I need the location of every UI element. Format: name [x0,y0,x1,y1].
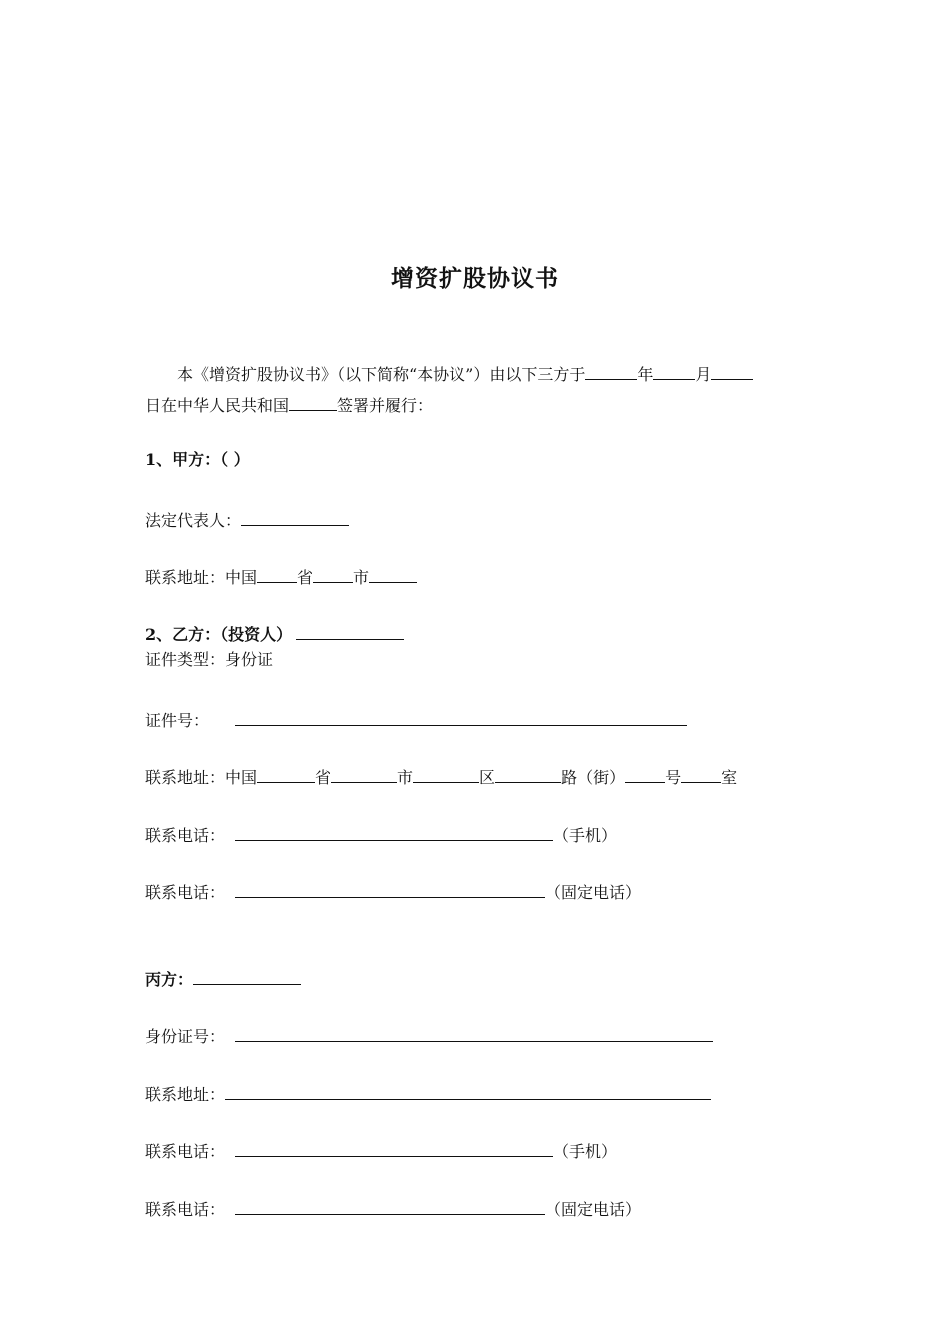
province-label: 省 [315,768,332,787]
room-label: 室 [721,768,738,787]
mobile-suffix: （手机） [553,826,618,845]
party-b-id-type: 证件类型：身份证 [145,650,274,669]
province-label: 省 [297,568,314,587]
address-label: 联系地址：中国 [145,768,258,787]
road-label: 路（街） [561,768,626,787]
city-label: 市 [353,568,370,587]
intro-line-2 [145,392,433,414]
party-b-id-number [145,707,687,729]
month-blank[interactable] [653,361,695,380]
phone-label: 联系电话： [145,1200,226,1219]
id-no-label: 证件号： [145,711,210,730]
city-blank[interactable] [331,764,397,783]
legal-rep-blank[interactable] [241,507,349,526]
party-b-address [145,764,737,786]
intro-text: 本《增资扩股协议书》（以下简称“本协议”）由以下三方于 [177,365,586,384]
party-a-heading: 1、甲方：（ ） [145,450,250,469]
room-blank[interactable] [681,764,721,783]
investor-name-blank[interactable] [296,621,404,640]
party-c-fixed-phone [145,1196,641,1218]
road-blank[interactable] [495,764,561,783]
document-title: 增资扩股协议书 [391,265,559,292]
intro-text-3: 签署并履行： [337,396,434,415]
province-blank[interactable] [257,764,315,783]
party-c-heading-row [145,966,301,988]
fixed-phone-suffix: （固定电话） [545,883,642,902]
district-blank[interactable] [413,764,479,783]
number-blank[interactable] [625,764,665,783]
year-label: 年 [637,365,654,384]
party-b-heading: 2、乙方：（投资人） [145,625,293,644]
id-number-blank[interactable] [235,1023,713,1042]
party-c-mobile [145,1138,617,1160]
address-label: 联系地址： [145,1085,226,1104]
address-label: 联系地址：中国 [145,568,258,587]
month-label: 月 [695,365,712,384]
address-blank[interactable] [225,1081,711,1100]
id-number-blank[interactable] [235,707,687,726]
city-blank[interactable] [313,564,353,583]
fixed-phone-blank[interactable] [235,879,545,898]
intro-line-1 [177,361,753,383]
city-label: 市 [397,768,414,787]
year-blank[interactable] [585,361,637,380]
phone-label: 联系电话： [145,826,226,845]
fixed-phone-suffix: （固定电话） [545,1200,642,1219]
day-blank[interactable] [711,361,753,380]
party-a-address [145,564,417,586]
party-b-heading-row [145,621,404,643]
number-label: 号 [665,768,682,787]
fixed-phone-blank[interactable] [235,1196,545,1215]
party-c-heading: 丙方： [145,970,194,989]
party-c-id-number [145,1023,713,1045]
party-c-name-blank[interactable] [193,966,301,985]
party-a-legal-rep [145,507,349,529]
mobile-blank[interactable] [235,822,553,841]
province-blank[interactable] [257,564,297,583]
phone-label: 联系电话： [145,1142,226,1161]
party-b-fixed-phone [145,879,641,901]
id-no-label: 身份证号： [145,1027,226,1046]
district-label: 区 [479,768,496,787]
mobile-blank[interactable] [235,1138,553,1157]
legal-rep-label: 法定代表人： [145,511,242,530]
party-b-mobile [145,822,617,844]
mobile-suffix: （手机） [553,1142,618,1161]
city-detail-blank[interactable] [369,564,417,583]
place-blank[interactable] [289,392,337,411]
intro-text-2: 日在中华人民共和国 [145,396,290,415]
party-c-address [145,1081,711,1103]
phone-label: 联系电话： [145,883,226,902]
